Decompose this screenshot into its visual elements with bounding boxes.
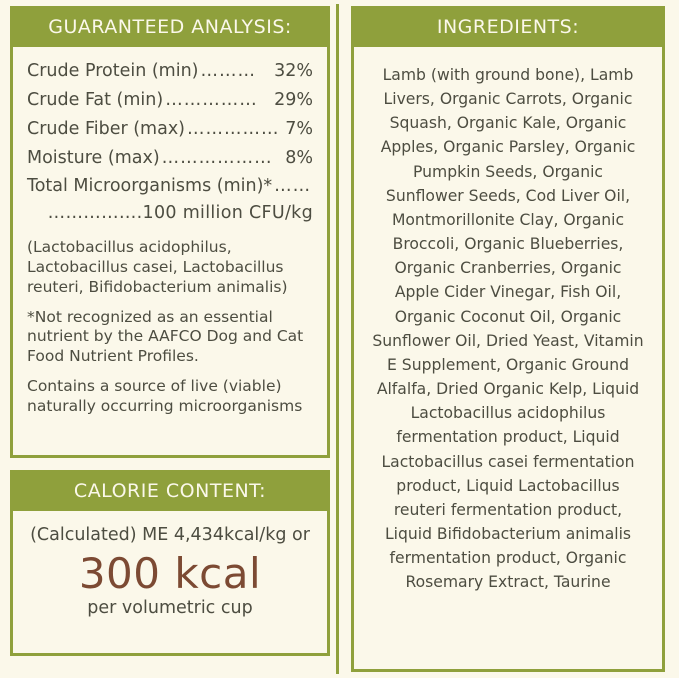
column-divider bbox=[336, 4, 339, 674]
analysis-row bbox=[27, 59, 313, 84]
ingredients-title: INGREDIENTS: bbox=[354, 9, 662, 47]
analysis-value: 32% bbox=[274, 61, 313, 81]
guaranteed-analysis-title: GUARANTEED ANALYSIS: bbox=[13, 9, 327, 47]
guaranteed-analysis-body bbox=[13, 47, 327, 455]
calorie-content-title: CALORIE CONTENT: bbox=[13, 473, 327, 511]
analysis-label: Crude Fiber (max) bbox=[27, 118, 186, 139]
analysis-dots: …………… bbox=[165, 89, 258, 110]
left-column bbox=[0, 0, 330, 678]
calorie-per-cup-unit: per volumetric cup bbox=[87, 598, 253, 619]
analysis-value: 7% bbox=[285, 118, 313, 139]
analysis-value: 29% bbox=[274, 89, 313, 110]
analysis-row bbox=[27, 117, 313, 142]
analysis-label: Crude Fat (min) bbox=[27, 89, 164, 110]
analysis-row bbox=[27, 88, 313, 113]
calorie-content-panel bbox=[10, 470, 330, 656]
analysis-row bbox=[27, 174, 313, 199]
analysis-label: Total Microorganisms (min)* bbox=[27, 176, 273, 197]
probiotic-strains-note: (Lactobacillus acidophilus, Lactobacillus casei, Lactobacillus reuteri, Bifidobacterium animalis) bbox=[27, 238, 288, 296]
analysis-dots: ……………… bbox=[161, 147, 273, 168]
analysis-dots: …… bbox=[274, 176, 312, 197]
analysis-dots: ……… bbox=[200, 61, 257, 81]
calorie-calculated-me: (Calculated) ME 4,434kcal/kg or bbox=[30, 525, 310, 545]
calorie-content-body bbox=[13, 511, 327, 624]
analysis-row bbox=[27, 146, 313, 171]
right-column bbox=[345, 0, 679, 678]
live-microorganisms-note: Contains a source of live (viable) naturally occurring microorganisms bbox=[27, 377, 303, 415]
aafco-footnote: *Not recognized as an essential nutrient by the AAFCO Dog and Cat Food Nutrient Profiles. bbox=[27, 307, 304, 366]
guaranteed-analysis-panel bbox=[10, 6, 330, 458]
calorie-per-cup-value: 300 kcal bbox=[78, 549, 262, 598]
ingredients-list: Lamb (with ground bone), Lamb Livers, Organic Carrots, Organic Squash, Organic Kale, Organic Apples, Organic Parsley, Organic Pumpkin Seeds, Organic Sunflower Seeds, Cod Liver Oil, Montmorillonite Clay, Organic Broccoli, Organic Blueberries, Organic Cranberries, Organic Apple Cider Vinegar, Fish Oil, Organic Coconut Oil, Organic Sunflower Oil, Dried Yeast, Vitamin E Supplement, Organic Ground Alfalfa, Dried Organic Kelp, Liquid Lactobacillus acidophilus fermentation product, Liquid Lactobacillus casei fermentation product, Liquid Lactobacillus reuteri fermentation product, Liquid Bifidobacterium animalis fermentation product, Organic Rosemary Extract, Taurine bbox=[372, 66, 644, 592]
analysis-continuation: …………….100 million CFU/kg bbox=[47, 203, 313, 224]
analysis-dots: …………… bbox=[187, 118, 280, 139]
analysis-label: Moisture (max) bbox=[27, 147, 160, 168]
analysis-label: Crude Protein (min) bbox=[27, 61, 199, 81]
analysis-value: 8% bbox=[285, 147, 313, 168]
ingredients-panel bbox=[351, 6, 665, 672]
